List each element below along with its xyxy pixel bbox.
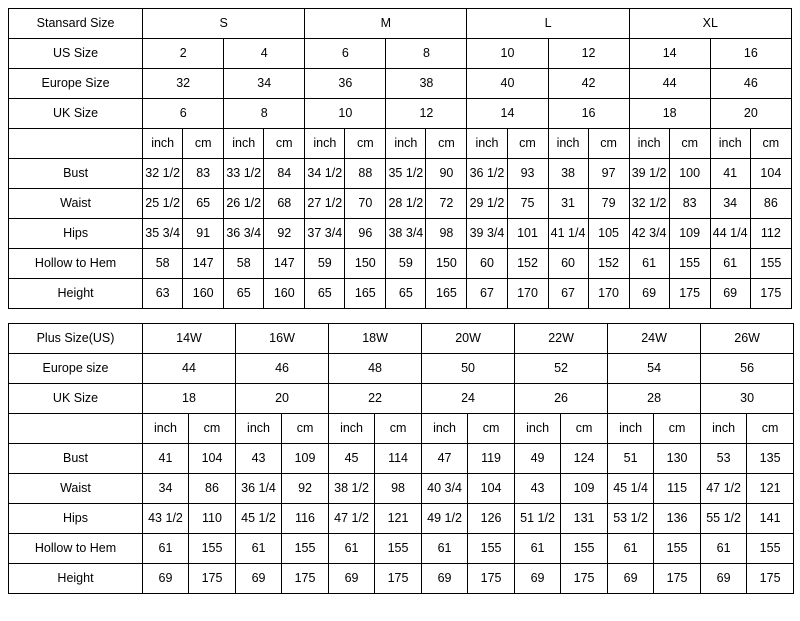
measurement-cell: 68 [264, 189, 305, 219]
measurement-cell: 170 [588, 279, 629, 309]
measurement-cell: 98 [375, 474, 422, 504]
europe-size-value: 38 [386, 69, 467, 99]
unit-cell: inch [143, 414, 189, 444]
measurement-cell: 69 [515, 564, 561, 594]
measurement-cell: 39 1/2 [629, 159, 669, 189]
unit-cell: cm [747, 414, 794, 444]
measurement-cell: 152 [507, 249, 548, 279]
measurement-cell: 65 [183, 189, 224, 219]
unit-cell: cm [654, 414, 701, 444]
measurement-cell: 147 [183, 249, 224, 279]
measurement-cell: 84 [264, 159, 305, 189]
measurement-cell: 38 3/4 [386, 219, 426, 249]
table-row-europe-size [9, 69, 792, 99]
measurement-cell: 34 [143, 474, 189, 504]
unit-cell: cm [750, 129, 791, 159]
unit-cell: cm [375, 414, 422, 444]
row-label-bust: Bust [9, 159, 143, 189]
measurement-cell: 155 [375, 534, 422, 564]
plus-europe-size-value: 54 [608, 354, 701, 384]
measurement-cell: 101 [507, 219, 548, 249]
measurement-cell: 47 1/2 [329, 504, 375, 534]
unit-cell: inch [422, 414, 468, 444]
measurement-cell: 100 [669, 159, 710, 189]
measurement-cell: 45 [329, 444, 375, 474]
unit-cell: cm [561, 414, 608, 444]
measurement-cell: 25 1/2 [143, 189, 183, 219]
measurement-cell: 43 [236, 444, 282, 474]
table-divider [8, 309, 792, 323]
unit-cell: cm [507, 129, 548, 159]
plus-uk-size-value: 26 [515, 384, 608, 414]
measurement-cell: 34 [710, 189, 750, 219]
unit-cell: inch [386, 129, 426, 159]
unit-cell: inch [143, 129, 183, 159]
uk-size-value: 16 [548, 99, 629, 129]
table-row-plus-units [9, 414, 794, 444]
measurement-cell: 61 [236, 534, 282, 564]
row-label-plus-hips: Hips [9, 504, 143, 534]
table-row-hips [9, 219, 792, 249]
measurement-cell: 112 [750, 219, 791, 249]
us-size-value: 10 [467, 39, 548, 69]
plus-size-22w: 22W [515, 324, 608, 354]
measurement-cell: 61 [143, 534, 189, 564]
measurement-cell: 175 [375, 564, 422, 594]
us-size-value: 8 [386, 39, 467, 69]
measurement-cell: 175 [468, 564, 515, 594]
measurement-cell: 58 [143, 249, 183, 279]
row-label-waist: Waist [9, 189, 143, 219]
measurement-cell: 63 [143, 279, 183, 309]
table-row-units [9, 129, 792, 159]
measurement-cell: 175 [750, 279, 791, 309]
measurement-cell: 70 [345, 189, 386, 219]
table-row-hollow-to-hem [9, 249, 792, 279]
measurement-cell: 83 [183, 159, 224, 189]
plus-europe-size-value: 50 [422, 354, 515, 384]
measurement-cell: 58 [224, 249, 264, 279]
measurement-cell: 61 [701, 534, 747, 564]
measurement-cell: 92 [264, 219, 305, 249]
measurement-cell: 155 [282, 534, 329, 564]
plus-uk-size-value: 22 [329, 384, 422, 414]
europe-size-value: 46 [710, 69, 791, 99]
measurement-cell: 93 [507, 159, 548, 189]
measurement-cell: 61 [629, 249, 669, 279]
measurement-cell: 165 [345, 279, 386, 309]
measurement-cell: 69 [629, 279, 669, 309]
measurement-cell: 31 [548, 189, 588, 219]
standard-header-label: Stansard Size [9, 9, 143, 39]
measurement-cell: 65 [224, 279, 264, 309]
measurement-cell: 36 3/4 [224, 219, 264, 249]
measurement-cell: 160 [264, 279, 305, 309]
plus-europe-size-value: 52 [515, 354, 608, 384]
measurement-cell: 150 [426, 249, 467, 279]
plus-unit-row-label [9, 414, 143, 444]
measurement-cell: 61 [710, 249, 750, 279]
measurement-cell: 126 [468, 504, 515, 534]
table-row-plus-sizes [9, 324, 794, 354]
measurement-cell: 47 [422, 444, 468, 474]
plus-uk-size-value: 18 [143, 384, 236, 414]
measurement-cell: 98 [426, 219, 467, 249]
measurement-cell: 69 [143, 564, 189, 594]
unit-cell: inch [236, 414, 282, 444]
measurement-cell: 53 1/2 [608, 504, 654, 534]
measurement-cell: 41 [710, 159, 750, 189]
measurement-cell: 28 1/2 [386, 189, 426, 219]
row-label-plus-height: Height [9, 564, 143, 594]
measurement-cell: 130 [654, 444, 701, 474]
measurement-cell: 147 [264, 249, 305, 279]
measurement-cell: 75 [507, 189, 548, 219]
row-label-europe-size: Europe Size [9, 69, 143, 99]
measurement-cell: 65 [386, 279, 426, 309]
measurement-cell: 27 1/2 [305, 189, 345, 219]
unit-cell: inch [629, 129, 669, 159]
measurement-cell: 131 [561, 504, 608, 534]
plus-uk-size-value: 28 [608, 384, 701, 414]
row-label-plus-bust: Bust [9, 444, 143, 474]
plus-size-table [8, 323, 794, 594]
plus-uk-size-value: 30 [701, 384, 794, 414]
table-row-letter-sizes [9, 9, 792, 39]
measurement-cell: 175 [282, 564, 329, 594]
plus-size-20w: 20W [422, 324, 515, 354]
measurement-cell: 152 [588, 249, 629, 279]
measurement-cell: 67 [467, 279, 507, 309]
measurement-cell: 36 1/2 [467, 159, 507, 189]
measurement-cell: 35 1/2 [386, 159, 426, 189]
measurement-cell: 43 1/2 [143, 504, 189, 534]
row-label-plus-europe-size: Europe size [9, 354, 143, 384]
unit-cell: inch [305, 129, 345, 159]
table-row-plus-hollow-to-hem [9, 534, 794, 564]
europe-size-value: 42 [548, 69, 629, 99]
measurement-cell: 97 [588, 159, 629, 189]
europe-size-value: 34 [224, 69, 305, 99]
table-row-plus-height [9, 564, 794, 594]
us-size-value: 6 [305, 39, 386, 69]
measurement-cell: 59 [305, 249, 345, 279]
unit-cell: inch [608, 414, 654, 444]
table-row-bust [9, 159, 792, 189]
plus-header-label: Plus Size(US) [9, 324, 143, 354]
measurement-cell: 105 [588, 219, 629, 249]
measurement-cell: 38 [548, 159, 588, 189]
measurement-cell: 119 [468, 444, 515, 474]
unit-cell: inch [701, 414, 747, 444]
measurement-cell: 170 [507, 279, 548, 309]
plus-size-16w: 16W [236, 324, 329, 354]
table-row-us-size [9, 39, 792, 69]
table-row-height [9, 279, 792, 309]
measurement-cell: 116 [282, 504, 329, 534]
measurement-cell: 69 [701, 564, 747, 594]
unit-cell: cm [669, 129, 710, 159]
row-label-height: Height [9, 279, 143, 309]
unit-cell: cm [345, 129, 386, 159]
unit-cell: inch [710, 129, 750, 159]
row-label-plus-hollow-to-hem: Hollow to Hem [9, 534, 143, 564]
measurement-cell: 59 [386, 249, 426, 279]
measurement-cell: 29 1/2 [467, 189, 507, 219]
row-label-plus-uk-size: UK Size [9, 384, 143, 414]
measurement-cell: 88 [345, 159, 386, 189]
plus-size-18w: 18W [329, 324, 422, 354]
measurement-cell: 34 1/2 [305, 159, 345, 189]
measurement-cell: 72 [426, 189, 467, 219]
measurement-cell: 109 [282, 444, 329, 474]
measurement-cell: 141 [747, 504, 794, 534]
unit-cell: inch [467, 129, 507, 159]
measurement-cell: 49 [515, 444, 561, 474]
measurement-cell: 121 [747, 474, 794, 504]
plus-size-14w: 14W [143, 324, 236, 354]
europe-size-value: 36 [305, 69, 386, 99]
row-label-hollow-to-hem: Hollow to Hem [9, 249, 143, 279]
measurement-cell: 155 [561, 534, 608, 564]
measurement-cell: 61 [329, 534, 375, 564]
measurement-cell: 45 1/4 [608, 474, 654, 504]
measurement-cell: 36 1/4 [236, 474, 282, 504]
us-size-value: 2 [143, 39, 224, 69]
measurement-cell: 51 [608, 444, 654, 474]
measurement-cell: 61 [608, 534, 654, 564]
unit-cell: cm [468, 414, 515, 444]
measurement-cell: 79 [588, 189, 629, 219]
measurement-cell: 91 [183, 219, 224, 249]
europe-size-value: 32 [143, 69, 224, 99]
row-label-hips: Hips [9, 219, 143, 249]
measurement-cell: 135 [747, 444, 794, 474]
measurement-cell: 43 [515, 474, 561, 504]
letter-size-xl: XL [629, 9, 791, 39]
measurement-cell: 32 1/2 [629, 189, 669, 219]
measurement-cell: 110 [189, 504, 236, 534]
row-label-uk-size: UK Size [9, 99, 143, 129]
unit-cell: inch [329, 414, 375, 444]
measurement-cell: 155 [747, 534, 794, 564]
measurement-cell: 86 [189, 474, 236, 504]
table-row-plus-europe-size [9, 354, 794, 384]
us-size-value: 14 [629, 39, 710, 69]
measurement-cell: 175 [747, 564, 794, 594]
measurement-cell: 109 [669, 219, 710, 249]
unit-cell: cm [282, 414, 329, 444]
uk-size-value: 14 [467, 99, 548, 129]
unit-cell: inch [548, 129, 588, 159]
table-row-plus-waist [9, 474, 794, 504]
measurement-cell: 155 [189, 534, 236, 564]
measurement-cell: 69 [710, 279, 750, 309]
measurement-cell: 39 3/4 [467, 219, 507, 249]
measurement-cell: 115 [654, 474, 701, 504]
measurement-cell: 60 [467, 249, 507, 279]
us-size-value: 16 [710, 39, 791, 69]
standard-size-table [8, 8, 792, 309]
measurement-cell: 51 1/2 [515, 504, 561, 534]
row-label-us-size: US Size [9, 39, 143, 69]
row-label-plus-waist: Waist [9, 474, 143, 504]
plus-size-26w: 26W [701, 324, 794, 354]
measurement-cell: 41 1/4 [548, 219, 588, 249]
measurement-cell: 60 [548, 249, 588, 279]
uk-size-value: 6 [143, 99, 224, 129]
measurement-cell: 69 [608, 564, 654, 594]
measurement-cell: 38 1/2 [329, 474, 375, 504]
measurement-cell: 175 [669, 279, 710, 309]
measurement-cell: 160 [183, 279, 224, 309]
measurement-cell: 42 3/4 [629, 219, 669, 249]
unit-cell: cm [183, 129, 224, 159]
measurement-cell: 104 [468, 474, 515, 504]
measurement-cell: 165 [426, 279, 467, 309]
uk-size-value: 12 [386, 99, 467, 129]
measurement-cell: 121 [375, 504, 422, 534]
plus-europe-size-value: 44 [143, 354, 236, 384]
measurement-cell: 155 [468, 534, 515, 564]
uk-size-value: 20 [710, 99, 791, 129]
measurement-cell: 55 1/2 [701, 504, 747, 534]
us-size-value: 12 [548, 39, 629, 69]
measurement-cell: 45 1/2 [236, 504, 282, 534]
measurement-cell: 53 [701, 444, 747, 474]
unit-cell: cm [426, 129, 467, 159]
plus-uk-size-value: 24 [422, 384, 515, 414]
measurement-cell: 35 3/4 [143, 219, 183, 249]
measurement-cell: 90 [426, 159, 467, 189]
measurement-cell: 155 [750, 249, 791, 279]
measurement-cell: 61 [515, 534, 561, 564]
table-row-plus-uk-size [9, 384, 794, 414]
measurement-cell: 32 1/2 [143, 159, 183, 189]
uk-size-value: 18 [629, 99, 710, 129]
unit-cell: cm [189, 414, 236, 444]
measurement-cell: 47 1/2 [701, 474, 747, 504]
measurement-cell: 41 [143, 444, 189, 474]
measurement-cell: 61 [422, 534, 468, 564]
measurement-cell: 114 [375, 444, 422, 474]
uk-size-value: 8 [224, 99, 305, 129]
letter-size-l: L [467, 9, 629, 39]
plus-europe-size-value: 48 [329, 354, 422, 384]
table-row-plus-bust [9, 444, 794, 474]
measurement-cell: 175 [654, 564, 701, 594]
measurement-cell: 67 [548, 279, 588, 309]
measurement-cell: 136 [654, 504, 701, 534]
table-row-waist [9, 189, 792, 219]
unit-cell: cm [588, 129, 629, 159]
measurement-cell: 37 3/4 [305, 219, 345, 249]
unit-cell: cm [264, 129, 305, 159]
measurement-cell: 69 [236, 564, 282, 594]
plus-europe-size-value: 46 [236, 354, 329, 384]
plus-uk-size-value: 20 [236, 384, 329, 414]
measurement-cell: 175 [189, 564, 236, 594]
measurement-cell: 96 [345, 219, 386, 249]
europe-size-value: 40 [467, 69, 548, 99]
unit-row-label [9, 129, 143, 159]
unit-cell: inch [515, 414, 561, 444]
measurement-cell: 49 1/2 [422, 504, 468, 534]
measurement-cell: 33 1/2 [224, 159, 264, 189]
uk-size-value: 10 [305, 99, 386, 129]
plus-europe-size-value: 56 [701, 354, 794, 384]
measurement-cell: 40 3/4 [422, 474, 468, 504]
measurement-cell: 69 [422, 564, 468, 594]
measurement-cell: 92 [282, 474, 329, 504]
measurement-cell: 155 [654, 534, 701, 564]
measurement-cell: 155 [669, 249, 710, 279]
measurement-cell: 109 [561, 474, 608, 504]
measurement-cell: 175 [561, 564, 608, 594]
measurement-cell: 124 [561, 444, 608, 474]
measurement-cell: 104 [189, 444, 236, 474]
letter-size-s: S [143, 9, 305, 39]
letter-size-m: M [305, 9, 467, 39]
plus-size-24w: 24W [608, 324, 701, 354]
measurement-cell: 150 [345, 249, 386, 279]
measurement-cell: 83 [669, 189, 710, 219]
measurement-cell: 86 [750, 189, 791, 219]
measurement-cell: 104 [750, 159, 791, 189]
unit-cell: inch [224, 129, 264, 159]
table-row-uk-size [9, 99, 792, 129]
europe-size-value: 44 [629, 69, 710, 99]
table-row-plus-hips [9, 504, 794, 534]
measurement-cell: 69 [329, 564, 375, 594]
us-size-value: 4 [224, 39, 305, 69]
measurement-cell: 44 1/4 [710, 219, 750, 249]
measurement-cell: 26 1/2 [224, 189, 264, 219]
measurement-cell: 65 [305, 279, 345, 309]
